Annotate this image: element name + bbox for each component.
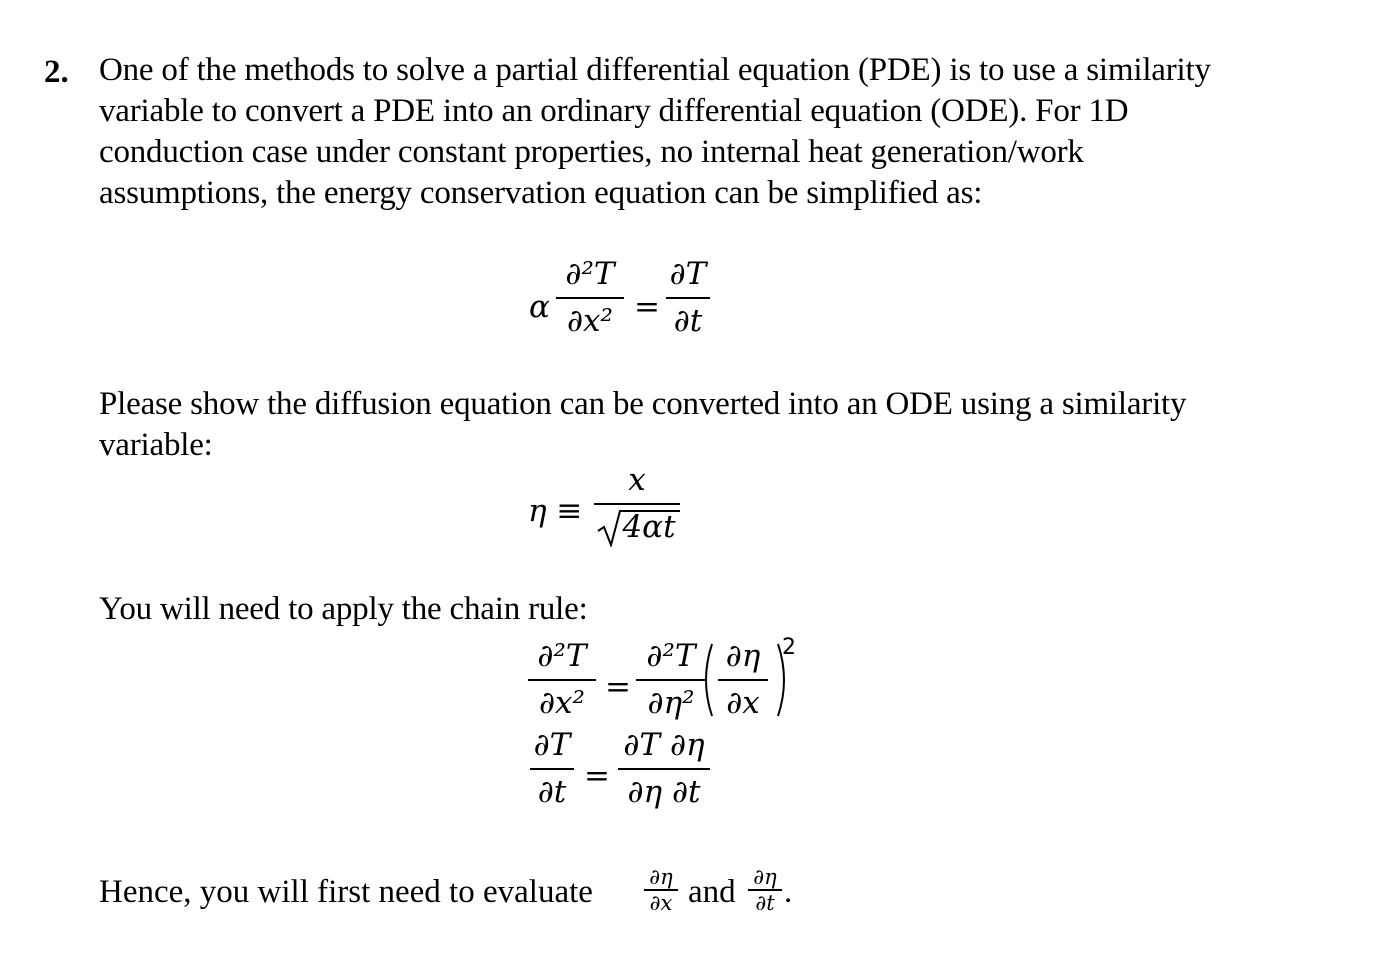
- intro-line: conduction case under constant properties, no internal heat generation/work: [99, 134, 1084, 170]
- intro-paragraph: [99, 50, 1359, 214]
- fraction-bar: [718, 679, 768, 681]
- alpha-coefficient: α: [529, 289, 550, 325]
- show-line: Please show the diffusion equation can be converted into an ODE using a similarity: [99, 386, 1187, 422]
- chain2-lhs-denominator: ∂t: [537, 774, 567, 810]
- chain2-rhs-numerator: ∂T ∂η: [623, 727, 705, 763]
- chain1-rhs-numerator: ∂²T: [646, 638, 696, 674]
- fraction-bar: [556, 297, 624, 299]
- rhs-fraction: [666, 256, 710, 339]
- chain1-rhs-denominator: ∂η²: [647, 685, 695, 721]
- conclusion-fraction-1-numerator: ∂η: [649, 865, 673, 889]
- lhs-fraction: [556, 256, 624, 339]
- fraction-bar: [528, 679, 596, 681]
- chain2-rhs-denominator: ∂η ∂t: [627, 774, 701, 810]
- chain-rule-paragraph: [99, 589, 1359, 630]
- chain2-lhs-numerator: ∂T: [533, 727, 571, 763]
- chain2-rhs-fraction: [618, 727, 710, 810]
- fraction-bar: [530, 768, 574, 770]
- intro-line: assumptions, the energy conservation equation can be simplified as:: [99, 175, 983, 211]
- similarity-fraction: [594, 462, 680, 545]
- similarity-numerator: x: [628, 462, 646, 498]
- equals-sign: =: [605, 669, 631, 705]
- show-paragraph: [99, 384, 1359, 466]
- conclusion-period: .: [784, 874, 793, 910]
- fraction-bar: [594, 503, 680, 505]
- equals-sign: =: [634, 289, 660, 325]
- chain-rule-text: You will need to apply the chain rule:: [99, 591, 588, 627]
- chain1-paren-denominator: ∂x: [726, 685, 760, 721]
- rhs-numerator: ∂T: [669, 256, 707, 292]
- fraction-bar: [636, 679, 706, 681]
- chain1-lhs-numerator: ∂²T: [537, 638, 587, 674]
- chain1-rhs-fraction: [636, 638, 706, 721]
- conclusion-fraction-2: [748, 866, 782, 914]
- conclusion-prefix: Hence, you will first need to evaluate: [99, 874, 593, 910]
- show-line: variable:: [99, 427, 213, 463]
- chain1-paren-fraction: [718, 638, 768, 721]
- rhs-denominator: ∂t: [673, 303, 703, 339]
- conclusion-fraction-1-denominator: ∂x: [649, 890, 673, 915]
- chain1-paren-numerator: ∂η: [725, 638, 761, 674]
- fraction-bar: [666, 297, 710, 299]
- equals-sign: =: [584, 758, 610, 794]
- intro-line: One of the methods to solve a partial differential equation (PDE) is to use a similarity: [99, 52, 1211, 88]
- chain1-lhs-fraction: [528, 638, 596, 721]
- chain2-lhs-fraction: [530, 727, 574, 810]
- radicand: 4αt: [622, 509, 676, 545]
- chain1-lhs-denominator: ∂x²: [539, 685, 585, 721]
- lhs-numerator: ∂²T: [565, 256, 615, 292]
- similarity-denominator: [594, 509, 680, 545]
- conclusion-fraction-2-numerator: ∂η: [753, 865, 777, 889]
- conclusion-fraction-1: [644, 866, 678, 914]
- eta-definition-lhs: η ≡: [528, 493, 583, 529]
- lhs-denominator: ∂x²: [567, 303, 613, 339]
- exponent: 2: [782, 635, 796, 660]
- conclusion-conjunction: and: [688, 874, 736, 910]
- conclusion-fraction-2-denominator: ∂t: [755, 890, 775, 915]
- question-number: 2.: [44, 54, 69, 90]
- fraction-bar: [618, 768, 710, 770]
- intro-line: variable to convert a PDE into an ordinary differential equation (ODE). For 1D: [99, 93, 1129, 129]
